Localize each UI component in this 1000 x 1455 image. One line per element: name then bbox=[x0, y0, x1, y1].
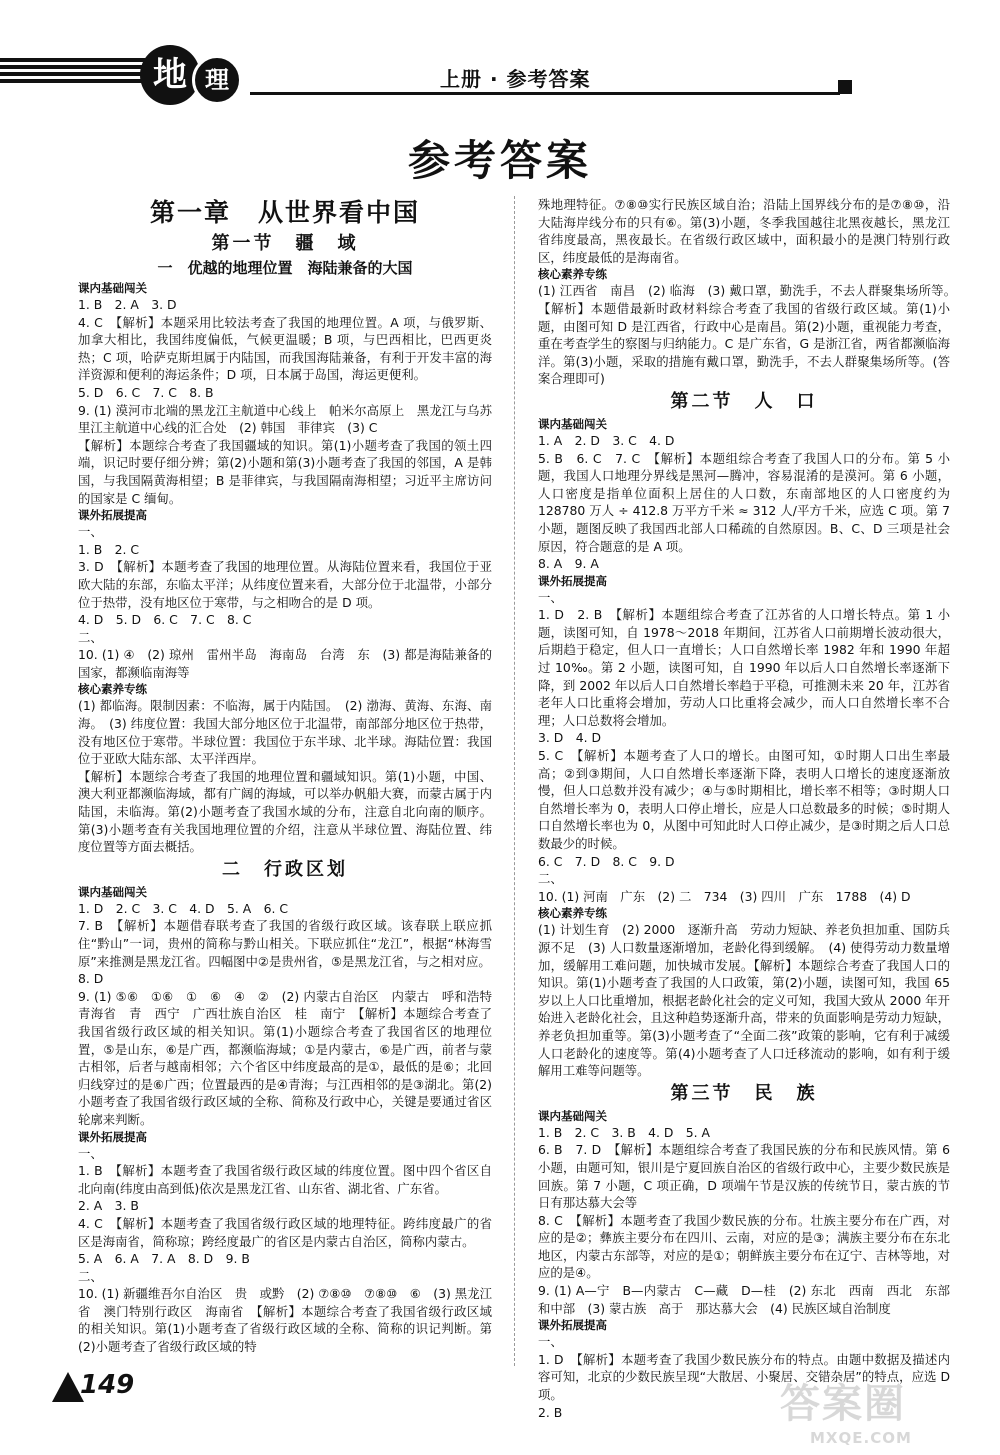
exercise-label: 核心素养专练 bbox=[538, 267, 607, 282]
section-title: 第三节 民 族 bbox=[670, 1082, 818, 1104]
right-column bbox=[538, 196, 963, 1421]
answer-line: 二、 bbox=[538, 871, 563, 887]
answer-line: 1. B 2. C bbox=[78, 541, 140, 557]
exercise-label: 课内基础闯关 bbox=[78, 281, 147, 295]
logo-char-2: 理 bbox=[192, 55, 242, 105]
watermark-logo-text: 答案圈 bbox=[780, 1381, 906, 1427]
answer-line: 一、 bbox=[538, 589, 563, 605]
answer-line: 1. B 2. C 3. B 4. D 5. A bbox=[538, 1124, 711, 1140]
exercise-label: 课内基础闯关 bbox=[538, 416, 607, 431]
answer-line: 1. D 2. C 3. C 4. D 5. A 6. C bbox=[78, 900, 289, 916]
answer-line: 8. D bbox=[78, 971, 104, 987]
answer-line: 10. (1) ④ (2) 琼州 雷州半岛 海南岛 台湾 东 (3) 都是海陆兼备的国家，都濒临南海等 bbox=[78, 647, 492, 680]
answer-line: 1. A 2. D 3. C 4. D bbox=[538, 432, 675, 448]
header-rule bbox=[250, 92, 840, 95]
answer-line: 4. C 【解析】本题采用比较法考查了我国的地理位置。A 项，与俄罗斯、加拿大相比，我国纬度偏低，气候更温暖；B 项，与巴西相比，巴西更炎热；C 项，哈萨克斯坦属于内陆国，而我国海陆兼备，有利于开发丰富的海洋资源和便利的海运条件；D 项，日本属于岛国，海运更便利。 bbox=[78, 314, 492, 383]
answer-line: 8. C 【解析】本题考查了我国少数民族的分布。壮族主要分布在广西，对应的是②；彝族主要分布在四川、云南，对应的是③；满族主要分布在东北地区，内蒙古东部等，对应的是①；朝鲜族主要分布在辽宁、吉林等地，对应的是④。 bbox=[538, 1212, 950, 1281]
answer-line: 5. D 6. C 7. C 8. B bbox=[78, 384, 214, 400]
exercise-label: 课内基础闯关 bbox=[78, 884, 147, 899]
answer-line: 一、 bbox=[78, 1145, 103, 1161]
answer-line: 【解析】本题综合考查了我国疆域的知识。第(1)小题考查了我国的领土四端，识记时要仔细分辨；第(2)小题和第(3)小题考查了我国的邻国，A 是韩国，与我国隔黄海相望；B 是菲律宾，与我国隔南海相望；习近平主席访问的国家是 C 缅甸。 bbox=[78, 437, 492, 506]
answer-line: 2. B bbox=[538, 1404, 563, 1420]
chapter-title: 第一章 从世界看中国 bbox=[149, 198, 420, 227]
answer-line: (1) 计划生育 (2) 2000 逐渐升高 劳动力短缺、养老负担加重、国防兵源不足 (3) 人口数量逐渐增加，老龄化得到缓解。 (4) 使得劳动力数量增加，缓解用工难问题，加快城市发展。【解析】本题综合考查了我国人口的知识。第(1)小题考查了我国的人口政策，第(2)小题，读图可知，我国 65 岁以上人口比重增加，根据老龄化社会的定义可知，我国大致从 2000 年开始进入老龄化社会，且这种趋势逐渐升高，带来的负面影响是劳动力短缺，养老负担加重等。第(3)小题考查了“全面二孩”政策的影响，它有利于减缓人口老龄化的速度等。第(4)小题考查了人口迁移流动的影响，如有利于缓解用工难等问题等。 bbox=[538, 922, 950, 1079]
answer-line: 6. C 7. D 8. C 9. D bbox=[538, 853, 675, 869]
exercise-label: 课外拓展提高 bbox=[78, 508, 147, 523]
answer-line: 5. C 【解析】本题考查了人口的增长。由图可知，①时期人口出生率最高；②到③期间，人口自然增长率逐渐下降，表明人口增长的速度逐渐放慢，但人口总数并没有减少；④与⑤时期相比，增长率不相等；③时期人口自然增长率为 0，表明人口停止增长，应是人口总数最多的时候；⑤时期人口自然增长率也为 0，从图中可知此时人口停止减少，是③时期之后人口总数最少的时候。 bbox=[538, 748, 950, 851]
answer-line: 殊地理特征。⑦⑧⑩实行民族区域自治；沿陆上国界线分布的是⑦⑧⑩，沿大陆海岸线分布的只有⑥。第(3)小题，冬季我国越往北黑夜越长，黑龙江省纬度最高，黑夜最长。在省级行政区域中，面积最小的是澳门特别行政区，纬度最低的是海南省。 bbox=[538, 197, 950, 265]
answer-line: 9. (1) 漠河市北端的黑龙江主航道中心线上 帕米尔高原上 黑龙江与乌苏里江主航道中心线的汇合处 (2) 韩国 菲律宾 (3) C bbox=[78, 402, 492, 436]
watermark-url: MXQE.COM bbox=[810, 1429, 912, 1447]
exercise-label: 课外拓展提高 bbox=[538, 573, 607, 588]
section-title: 第二节 人 口 bbox=[670, 390, 818, 412]
answer-line: (1) 都临海。限制因素：不临海，属于内陆国。 (2) 渤海、黄海、东海、南海。 (3) 纬度位置：我国大部分地区位于北温带，南部部分地区位于热带，没有地区位于寒带。半球位置：我国位于东半球、北半球。海陆位置：我国位于亚欧大陆东部、太平洋西岸。 bbox=[78, 698, 492, 767]
answer-line: 9. (1) ⑤⑥ ①⑥ ① ⑥ ④ ② (2) 内蒙古自治区 内蒙古 呼和浩特 青海省 青 西宁 广西壮族自治区 桂 南宁 【解析】本题综合考查了我国省级行政区域的相关知识。第(1)小题综合考查了我国省区的地理位置，⑤是山东，⑥是广西，都濒临海域；①是内蒙古，⑥是广西，前者与蒙古相邻，后者与越南相邻；六个省区中纬度最高的是①，最低的是⑥；北回归线穿过的是⑥广西；位置最西的是④青海；与江西相邻的是③湖北。第(2)小题考查了我国省级行政区域的全称、简称及行政中心，关键是要通过省区轮廓来判断。 bbox=[78, 988, 505, 1127]
answer-line: 4. D 5. D 6. C 7. C 8. C bbox=[78, 612, 252, 628]
answer-line: (1) 江西省 南昌 (2) 临海 (3) 戴口罩，勤洗手，不去人群聚集场所等。 【解析】本题借最新时政材料综合考查了我国的省级行政区域。第(1)小题，由图可知 D 是江西省，行政中心是南昌。第(2)小题，重视能力考查，重在考查学生的察图与归纳能力。C 是广东省，G 是浙江省，两省都濒临海洋。第(3)小题，采取的措施有戴口罩，勤洗手，不去人群聚集场所等。(答案合理即可) bbox=[538, 283, 963, 387]
exercise-label: 课外拓展提高 bbox=[78, 1129, 147, 1144]
page-number: 149 bbox=[80, 1370, 135, 1400]
logo-char-1: 地 bbox=[140, 45, 200, 105]
exercise-label: 课外拓展提高 bbox=[538, 1318, 607, 1333]
answer-line: 1. B 【解析】本题考查了我国省级行政区域的纬度位置。图中四个省区自北向南(纬度由高到低)依次是黑龙江省、山东省、湖北省、广东省。 bbox=[78, 1163, 492, 1196]
answer-line: 3. D 【解析】本题考查了我国的地理位置。从海陆位置来看，我国位于亚欧大陆的东部，东临太平洋；从纬度位置来看，大部分位于北温带，小部分位于热带，没有地区位于寒带，与之相吻合的是 D 项。 bbox=[78, 559, 492, 610]
page-number-badge bbox=[52, 1370, 162, 1410]
answer-line: 3. D 4. D bbox=[538, 730, 601, 746]
page-title: 参考答案 bbox=[407, 136, 592, 185]
header-square-marker bbox=[838, 80, 852, 94]
answer-line: 7. B 【解析】本题借春联考查了我国的省级行政区域。该春联上联应抓住“黔山”一词，贵州的简称与黔山相关。下联应抓住“龙江”，根据“林海雪原”来推测是黑龙江省。四幅图中②是贵州省，⑤是黑龙江省，与之相对应。 bbox=[78, 918, 492, 969]
exercise-label: 核心素养专练 bbox=[78, 682, 147, 697]
answer-line: 8. A 9. A bbox=[538, 556, 599, 572]
answer-line: 10. (1) 河南 广东 (2) 二 734 (3) 四川 广东 1788 (4) D bbox=[538, 888, 911, 904]
column-divider bbox=[514, 196, 515, 1366]
answer-line: 5. B 6. C 7. C 【解析】本题组综合考查了我国人口的分布。第 5 小题，我国人口地理分界线是黑河—腾冲，容易混淆的是漠河。第 6 小题，人口密度是指单位面积上居住的人口数，东南部地区的人口密度约为 128780 万人 ÷ 412.8 万平方千米 ≈ 312 人/平方千米，应选 C 项。第 7 小题，题图反映了我国西北部人口稀疏的自然原因。B、C、D 三项是社会原因，符合题意的是 A 项。 bbox=[538, 450, 950, 554]
answer-line: 二、 bbox=[78, 629, 103, 645]
answer-line: 5. A 6. A 7. A 8. D 9. B bbox=[78, 1251, 250, 1267]
answer-line: 2. A 3. B bbox=[78, 1198, 139, 1214]
answer-line: 10. (1) 新疆维吾尔自治区 贵 或黔 (2) ⑦⑧⑩ ⑦⑧⑩ ⑥ (3) 黑龙江省 澳门特别行政区 海南省 【解析】本题综合考查了我国省级行政区域的相关知识。第(1)小题考查了省级行政区域的全称、简称的识记判断。第(2)小题考查了省级行政区域的特 bbox=[78, 1286, 492, 1355]
exercise-label: 核心素养专练 bbox=[538, 906, 607, 921]
left-column bbox=[78, 196, 505, 1356]
header-title: 上册 · 参考答案 bbox=[440, 67, 591, 91]
watermark bbox=[780, 1372, 980, 1452]
section-title: 第一节 疆 域 bbox=[211, 233, 359, 254]
header-decoration-bars bbox=[0, 58, 150, 92]
section-title: 二 行政区划 bbox=[222, 858, 348, 880]
answer-line: 1. B 2. A 3. D bbox=[78, 297, 177, 312]
answer-line: 1. D 2. B 【解析】本题组综合考查了江苏省的人口增长特点。第 1 小题，读图可知，自 1978～2018 年期间，江苏省人口前期增长波动很大，后期趋于稳定，但人口一直增长；人口自然增长率 1982 年和 1990 年超过 10‰。第 2 小题，读图可知，自 1990 年以后人口自然增长率逐渐下降，到 2002 年以后人口自然增长率趋于平稳，可推测未来 20 年，江苏省老年人口比重将会增加，劳动人口比重将会减少，而人口自然增长率不合理；人口总数将会增加。 bbox=[538, 607, 950, 728]
answer-line: 二、 bbox=[78, 1268, 103, 1284]
subject-logo bbox=[140, 45, 250, 105]
answer-line: 9. (1) A—宁 B—内蒙古 C—藏 D—桂 (2) 东北 西南 西北 东部和中部 (3) 蒙古族 高于 那达慕大会 (4) 民族区域自治制度 bbox=[538, 1283, 950, 1316]
exercise-label: 课内基础闯关 bbox=[538, 1108, 607, 1123]
answer-line: 一、 bbox=[78, 524, 103, 540]
answer-line: 1. D 【解析】本题考查了我国少数民族分布的特点。由题中数据及描述内容可知，北京的少数民族呈现“大散居、小聚居、交错杂居”的特点，应选 D 项。 bbox=[538, 1351, 950, 1403]
subsection-title: 一 优越的地理位置 海陆兼备的大国 bbox=[157, 259, 413, 277]
answer-line: 4. C 【解析】本题考查了我国省级行政区域的地理特征。跨纬度最广的省区是海南省，简称琼；跨经度最广的省区是内蒙古自治区，简称内蒙古。 bbox=[78, 1215, 492, 1249]
answer-line: 6. B 7. D 【解析】本题组综合考查了我国民族的分布和民族风情。第 6 小题，由题可知，银川是宁夏回族自治区的省级行政中心，主要少数民族是回族。第 7 小题，C 项正确，D 项端午节是汉族的传统节日，蒙古族的节日有那达慕大会等 bbox=[538, 1142, 950, 1211]
answer-line: 一、 bbox=[538, 1334, 563, 1350]
answer-line: 【解析】本题综合考查了我国的地理位置和疆域知识。第(1)小题，中国、澳大利亚都濒临海域，都有广阔的海域，可以举办帆船大赛，而蒙古属于内陆国，未临海。第(2)小题考查了我国水域的分布，注意自北向南的顺序。第(3)小题考查有关我国地理位置的介绍，注意从半球位置、海陆位置、纬度位置等方面去概括。 bbox=[78, 768, 492, 855]
